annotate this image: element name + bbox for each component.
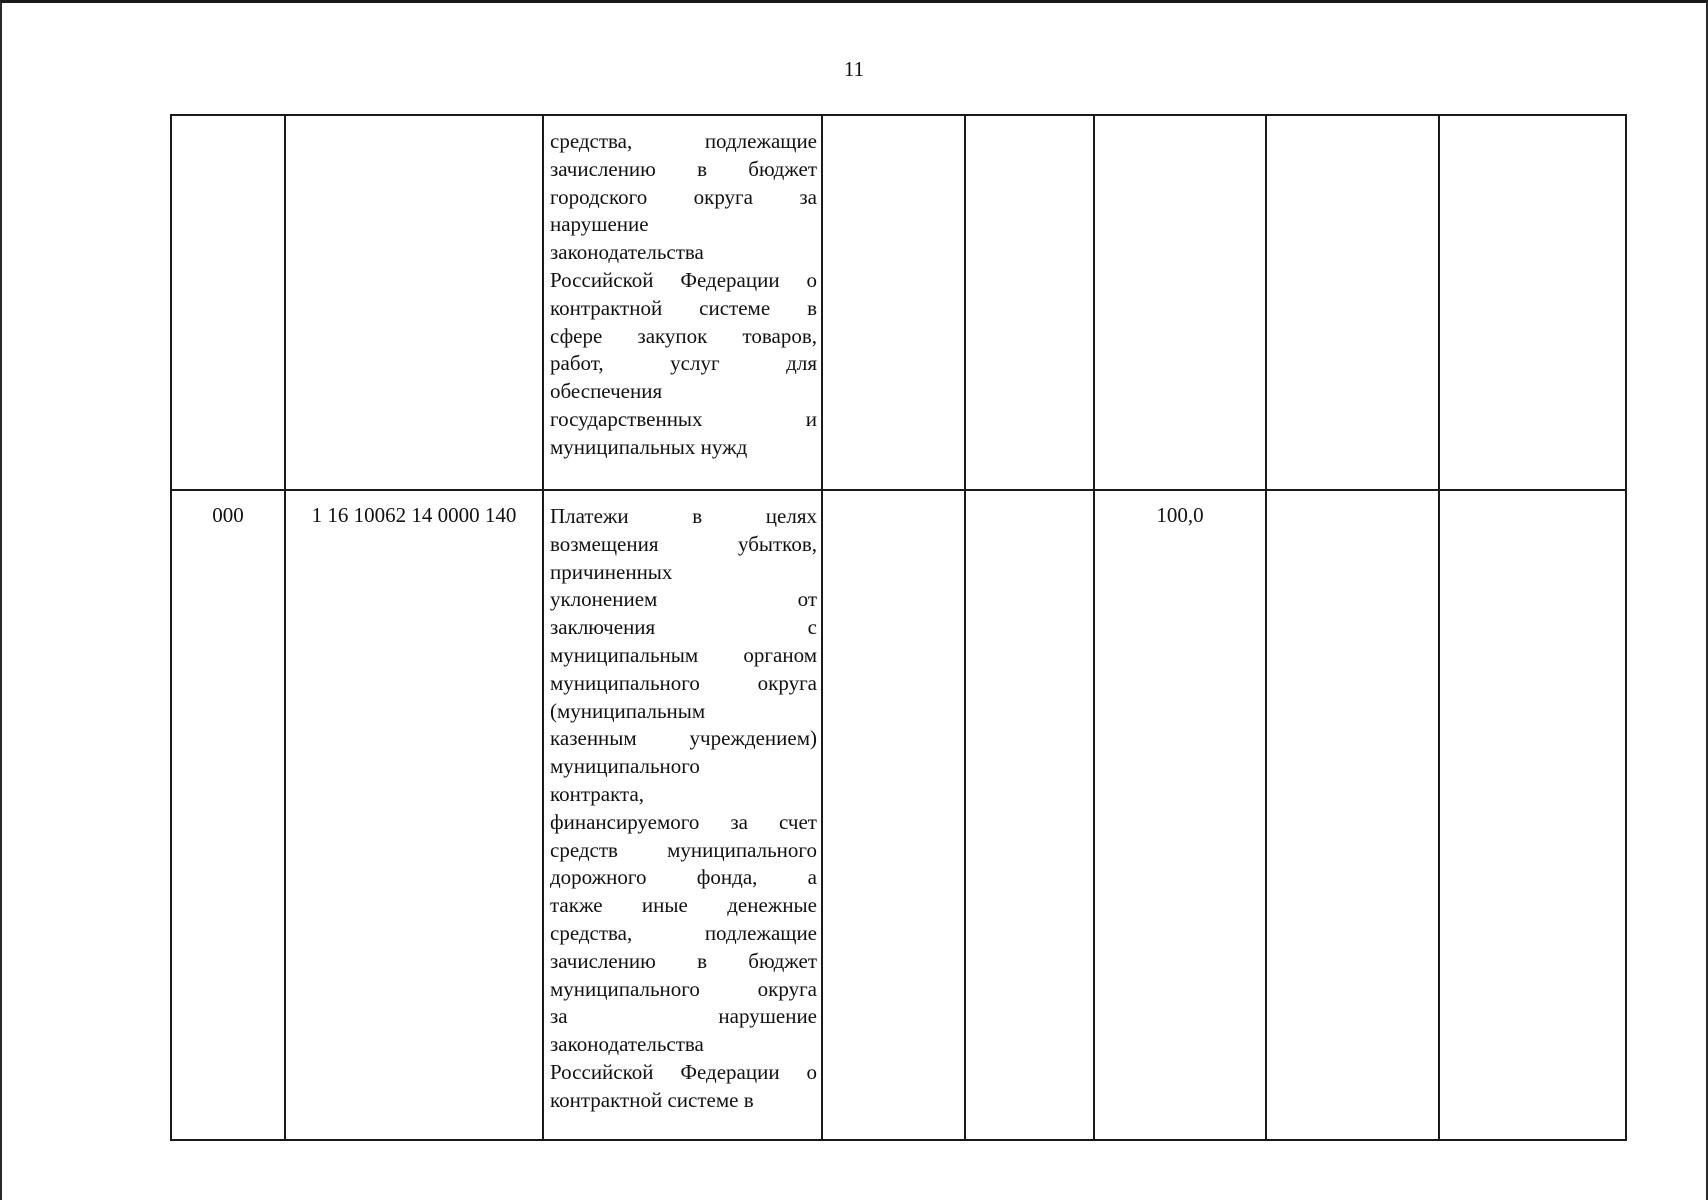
description-line: уклонением от	[550, 587, 817, 612]
description-cell	[543, 490, 822, 1140]
description-line: контрактной системе в	[550, 1087, 754, 1112]
revenue-table	[170, 114, 1627, 1141]
amount-cell	[1266, 490, 1439, 1140]
kbk-code-cell: 1 16 10062 14 0000 140	[285, 490, 543, 1140]
description-line: муниципальным органом	[550, 642, 817, 667]
kbk-code-cell	[285, 115, 543, 490]
description-line: работ, услуг для	[550, 351, 817, 376]
description-line: муниципального	[550, 754, 700, 779]
description-line: средства, подлежащие	[550, 129, 817, 153]
description-line: контракта,	[550, 781, 645, 806]
description-line: за нарушение	[550, 1004, 817, 1029]
description-line: нарушение	[550, 212, 649, 237]
description-line: Российской Федерации о	[550, 1059, 817, 1084]
description-line: государственных и	[550, 406, 817, 431]
description-line: средства, подлежащие	[550, 920, 817, 945]
page-number: 11	[843, 57, 865, 81]
admin-code-cell	[171, 115, 285, 490]
description-line: заключения с	[550, 615, 817, 640]
table-row	[171, 490, 1626, 1140]
description-line: обеспечения	[550, 379, 663, 404]
amount-cell: 100,0	[1094, 490, 1266, 1140]
description-line: муниципальных нужд	[550, 434, 748, 459]
description-line: законодательства	[550, 1032, 704, 1057]
description-line: дорожного фонда, а	[550, 865, 817, 890]
description-line: казенным учреждением)	[550, 726, 817, 751]
amount-cell	[965, 115, 1094, 490]
description-line: Платежи в целях	[550, 504, 817, 528]
amount-cell	[965, 490, 1094, 1140]
description-line: причиненных	[550, 559, 673, 584]
description-line: муниципального округа	[550, 976, 817, 1001]
description-line: (муниципальным	[550, 698, 706, 723]
description-line: возмещения убытков,	[550, 531, 817, 556]
description-line: также иные денежные	[550, 893, 817, 918]
description-line: зачислению в бюджет	[550, 156, 817, 181]
amount-cell	[1094, 115, 1266, 490]
amount-cell	[822, 490, 965, 1140]
description-cell	[543, 115, 822, 490]
table-row	[171, 115, 1626, 490]
description-line: Российской Федерации о	[550, 267, 817, 292]
description-line: законодательства	[550, 240, 704, 265]
amount-cell	[822, 115, 965, 490]
amount-cell	[1266, 115, 1439, 490]
amount-cell	[1439, 490, 1626, 1140]
admin-code-cell: 000	[171, 490, 285, 1140]
description-line: зачислению в бюджет	[550, 948, 817, 973]
description-line: городского округа за	[550, 184, 817, 209]
description-line: контрактной системе в	[550, 295, 817, 320]
amount-cell	[1439, 115, 1626, 490]
description-line: финансируемого за счет	[550, 809, 817, 834]
description-line: сфере закупок товаров,	[550, 323, 817, 348]
description-line: муниципального округа	[550, 670, 817, 695]
description-line: средств муниципального	[550, 837, 817, 862]
